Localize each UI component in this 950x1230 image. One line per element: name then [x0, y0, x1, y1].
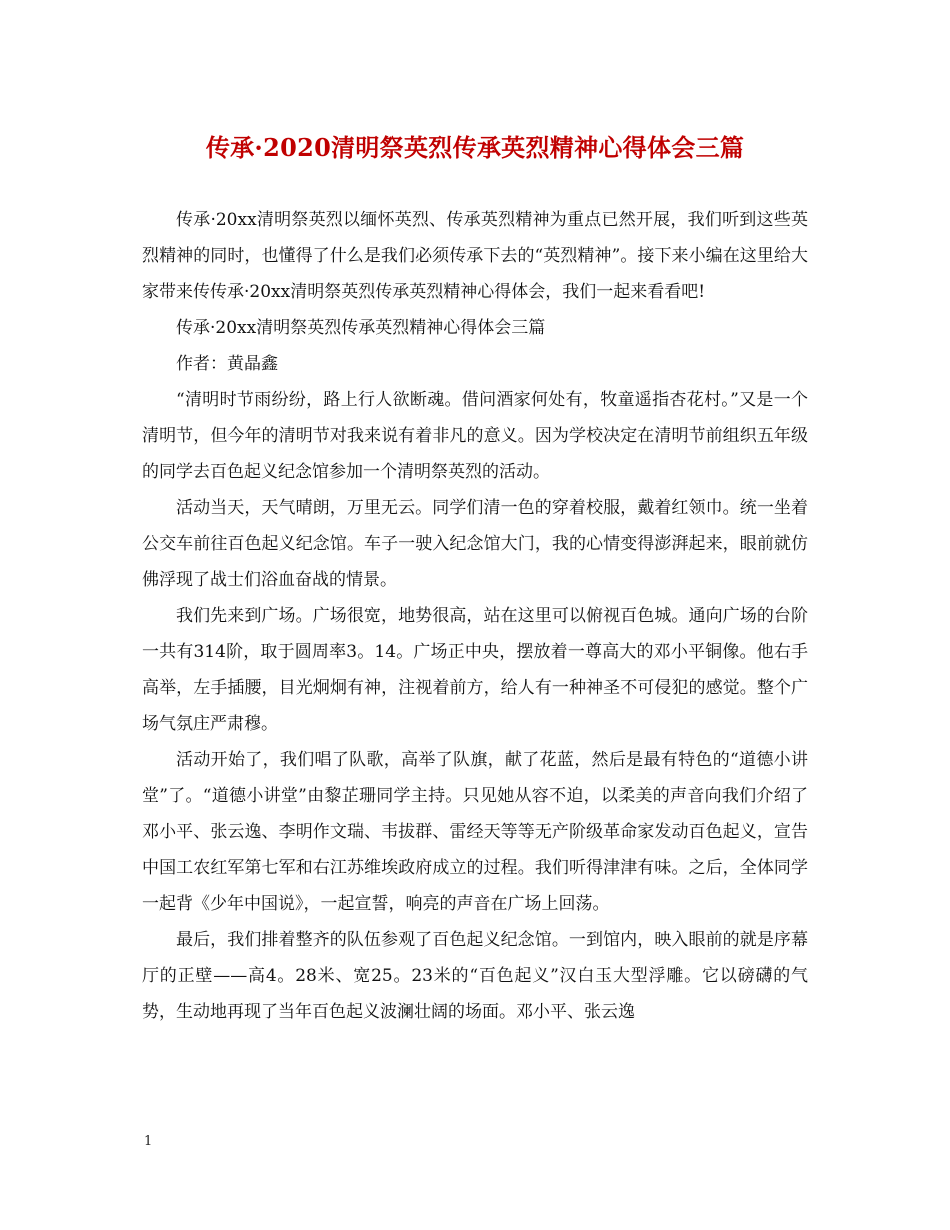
- document-body: [142, 202, 808, 1030]
- subtitle-line: 传承·20xx清明祭英烈传承英烈精神心得体会三篇: [176, 318, 546, 338]
- body-paragraph: “清明时节雨纷纷，路上行人欲断魂。借问酒家何处有，牧童遥指杏花村。”又是一个清明节，但今年的清明节对我来说有着非凡的意义。因为学校决定在清明节前组织五年级的同学去百色起义纪念馆参加一个清明祭英烈的活动。: [142, 390, 808, 482]
- page-number: 1: [144, 1134, 153, 1149]
- body-paragraph: 我们先来到广场。广场很宽，地势很高，站在这里可以俯视百色城。通向广场的台阶一共有314阶，取于圆周率3。14。广场正中央，摆放着一尊高大的邓小平铜像。他右手高举，左手插腰，目光炯炯有神，注视着前方，给人有一种神圣不可侵犯的感觉。整个广场气氛庄严肃穆。: [142, 606, 808, 734]
- intro-paragraph: 传承·20xx清明祭英烈以缅怀英烈、传承英烈精神为重点已然开展，我们听到这些英烈精神的同时，也懂得了什么是我们必须传承下去的“英烈精神”。接下来小编在这里给大家带来传传承·20xx清明祭英烈传承英烈精神心得体会，我们一起来看看吧!: [142, 210, 808, 302]
- body-paragraph: 最后，我们排着整齐的队伍参观了百色起义纪念馆。一到馆内，映入眼前的就是序幕厅的正壁——高4。28米、宽25。23米的“百色起义”汉白玉大型浮雕。它以磅礴的气势，生动地再现了当年百色起义波澜壮阔的场面。邓小平、张云逸: [142, 930, 808, 1022]
- author-line: 作者：黄晶鑫: [176, 354, 278, 374]
- body-paragraph: 活动当天，天气晴朗，万里无云。同学们清一色的穿着校服，戴着红领巾。统一坐着公交车前往百色起义纪念馆。车子一驶入纪念馆大门，我的心情变得澎湃起来，眼前就仿佛浮现了战士们浴血奋战的情景。: [142, 498, 808, 590]
- body-paragraph: 活动开始了，我们唱了队歌，高举了队旗，献了花蓝，然后是最有特色的“道德小讲堂”了。“道德小讲堂”由黎芷珊同学主持。只见她从容不迫，以柔美的声音向我们介绍了邓小平、张云逸、李明作文瑞、韦拔群、雷经天等等无产阶级革命家发动百色起义，宣告中国工农红军第七军和右江苏维埃政府成立的过程。我们听得津津有味。之后，全体同学一起背《少年中国说》，一起宣誓，响亮的声音在广场上回荡。: [142, 750, 808, 914]
- document-title: 传承·2020清明祭英烈传承英烈精神心得体会三篇: [205, 133, 745, 162]
